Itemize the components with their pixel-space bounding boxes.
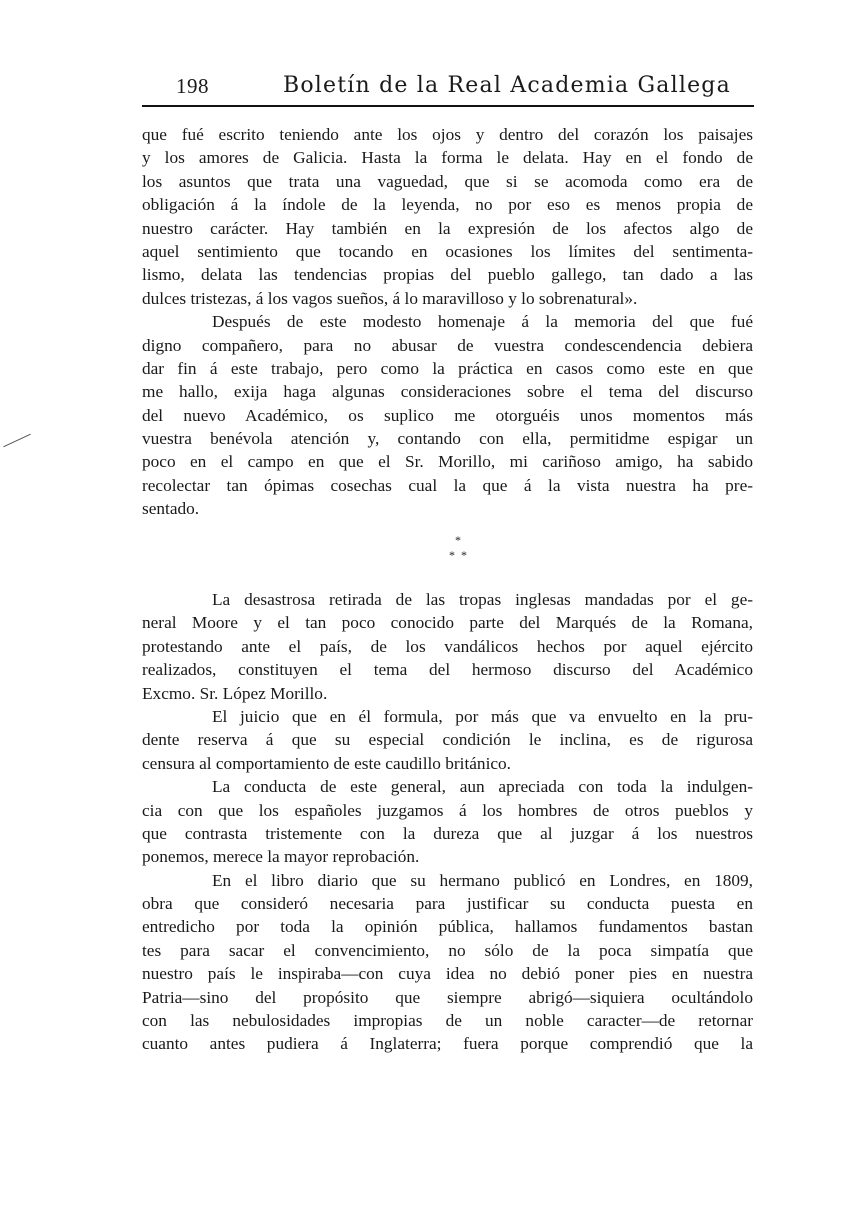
text-line: aquel sentimiento que tocando en ocasiones los límites del sentimenta-	[142, 241, 753, 261]
text-line: lismo, delata las tendencias propias del pueblo gallego, tan dado a las	[142, 265, 753, 285]
text-line: recolectar tan ópimas cosechas cual la que á la vista nuestra ha pre-	[142, 475, 753, 495]
text-line: vuestra benévola atención y, contando con ella, permitidme espigar un	[142, 429, 753, 449]
text-line: En el libro diario que su hermano publicó en Londres, en 1809,	[212, 870, 753, 890]
text-line: nuestro país le inspiraba—con cuya idea no debió poner pies en nuestra	[142, 964, 753, 984]
text-line: y los amores de Galicia. Hasta la forma le delata. Hay en el fondo de	[142, 148, 753, 168]
text-line: dar fin á este trabajo, pero como la práctica en casos como este en que	[142, 358, 753, 378]
text-line: Excmo. Sr. López Morillo.	[142, 683, 328, 703]
text-line: neral Moore y el tan poco conocido parte del Marqués de la Romana,	[142, 613, 753, 633]
paragraph	[142, 123, 753, 310]
text-line: protestando ante el país, de los vandálicos hechos por aquel ejército	[142, 636, 753, 656]
text-line: con las nebulosidades impropias de un noble caracter—de retornar	[142, 1011, 753, 1031]
text-line: los asuntos que trata una vaguedad, que si se acomoda como era de	[142, 171, 753, 191]
section-asterism	[438, 533, 478, 563]
text-line: Después de este modesto homenaje á la memoria del que fué	[212, 312, 753, 332]
text-line: del nuevo Académico, os suplico me otorguéis unos momentos más	[142, 405, 753, 425]
text-section-2	[142, 588, 753, 1056]
running-title: Boletín de la Real Academia Gallega	[283, 73, 731, 98]
text-line: tes para sacar el convencimiento, no sólo de la poca simpatía que	[142, 940, 753, 960]
scan-mark	[3, 434, 31, 448]
text-line: censura al comportamiento de este caudillo británico.	[142, 753, 512, 773]
paragraph	[142, 588, 753, 705]
text-line: que contrasta tristemente con la dureza que al juzgar á los nuestros	[142, 823, 753, 843]
asterism-top: *	[455, 533, 461, 547]
paragraph	[142, 705, 753, 775]
text-line: Patria—sino del propósito que siempre abrigó—siquiera ocultándolo	[142, 987, 753, 1007]
text-line: La desastrosa retirada de las tropas inglesas mandadas por el ge-	[212, 590, 753, 609]
text-line: cuanto antes pudiera á Inglaterra; fuera porque comprendió que la	[142, 1034, 753, 1054]
asterism-bottom: * *	[449, 548, 467, 562]
text-line: nuestro carácter. Hay también en la expresión de los afectos algo de	[142, 218, 753, 238]
text-line: me hallo, exija haga algunas consideraciones sobre el tema del discurso	[142, 382, 753, 402]
text-line: digno compañero, para no abusar de vuestra condescendencia debiera	[142, 335, 753, 355]
paragraph	[142, 310, 753, 521]
text-line: ponemos, merece la mayor reprobación.	[142, 847, 420, 867]
text-line: El juicio que en él formula, por más que va envuelto en la pru-	[212, 706, 753, 726]
text-section-1	[142, 123, 753, 521]
page-number: 198	[176, 74, 209, 98]
text-line: poco en el campo en que el Sr. Morillo, mi cariñoso amigo, ha sabido	[142, 452, 753, 472]
header-rule	[142, 105, 754, 107]
text-line: obligación á la índole de la leyenda, no por eso es menos propia de	[142, 195, 753, 215]
paragraph	[142, 869, 753, 1056]
paragraph	[142, 775, 753, 869]
text-line: La conducta de este general, aun apreciada con toda la indulgen-	[212, 777, 753, 797]
text-line: cia con que los españoles juzgamos á los hombres de otros pueblos y	[142, 800, 753, 820]
text-line: sentado.	[142, 499, 200, 519]
text-line: dulces tristezas, á los vagos sueños, á lo maravilloso y lo sobrenatural».	[142, 288, 638, 308]
text-line: obra que consideró necesaria para justificar su conducta puesta en	[142, 894, 753, 914]
text-line: realizados, constituyen el tema del hermoso discurso del Académico	[142, 660, 753, 680]
text-line: que fué escrito teniendo ante los ojos y dentro del corazón los paisajes	[142, 125, 753, 144]
text-line: dente reserva á que su especial condición le inclina, es de rigurosa	[142, 730, 753, 750]
text-line: entredicho por toda la opinión pública, hallamos fundamentos bastan	[142, 917, 753, 937]
